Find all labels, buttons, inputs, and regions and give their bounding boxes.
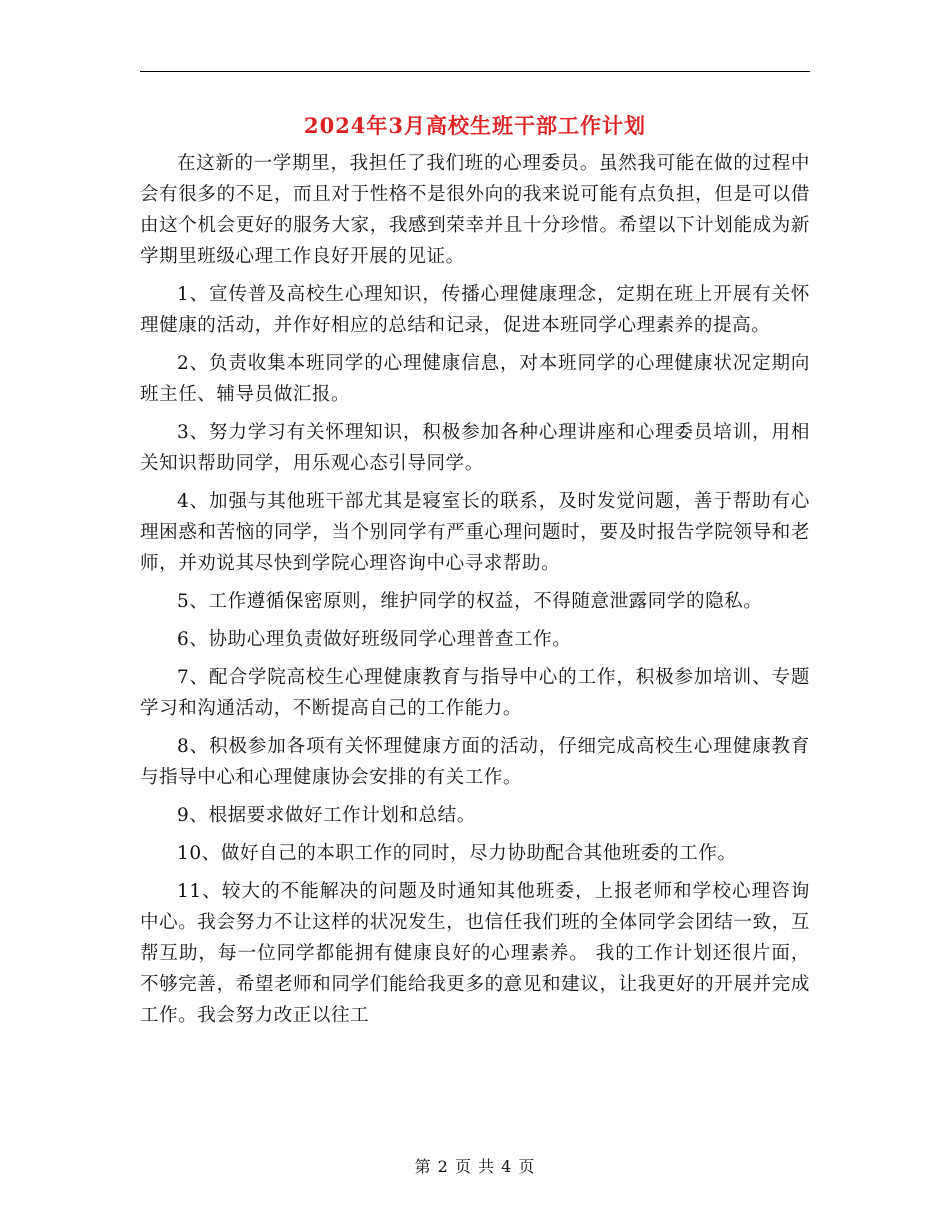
paragraph-item-7: 7、配合学院高校生心理健康教育与指导中心的工作，积极参加培训、专题学习和沟通活动，不断提高自己的工作能力。 [140, 667, 810, 719]
paragraph-item-10: 10、做好自己的本职工作的同时，尽力协助配合其他班委的工作。 [177, 843, 737, 864]
paragraph-item-1: 1、宣传普及高校生心理知识，传播心理健康理念，定期在班上开展有关怀理健康的活动，并作好相应的总结和记录，促进本班同学心理素养的提高。 [140, 284, 810, 336]
document-title: 2024年3月高校生班干部工作计划 [303, 113, 647, 138]
page-number: 第 2 页 共 4 页 [414, 1157, 536, 1176]
paragraph-intro: 在这新的一学期里，我担任了我们班的心理委员。虽然我可能在做的过程中会有很多的不足，而且对于性格不是很外向的我来说可能有点负担，但是可以借由这个机会更好的服务大家，我感到荣幸并且十分珍惜。希望以下计划能成为新学期里班级心理工作良好开展的见证。 [140, 153, 810, 267]
document-body [140, 148, 810, 1038]
header-rule [140, 71, 810, 72]
paragraph-item-11: 11、较大的不能解决的问题及时通知其他班委，上报老师和学校心理咨询中心。我会努力不让这样的状况发生，也信任我们班的全体同学会团结一致，互帮互助，每一位同学都能拥有健康良好的心理素养。 我的工作计划还很片面，不够完善，希望老师和同学们能给我更多的意见和建议，让我更好的开展并完成工作。我会努力改正以往工 [140, 881, 810, 1026]
paragraph-item-4: 4、加强与其他班干部尤其是寝室长的联系，及时发觉问题，善于帮助有心理困惑和苦恼的同学，当个别同学有严重心理问题时，要及时报告学院领导和老师，并劝说其尽快到学院心理咨询中心寻求帮助。 [140, 491, 810, 574]
paragraph-item-9: 9、根据要求做好工作计划和总结。 [177, 805, 476, 826]
paragraph-item-3: 3、努力学习有关怀理知识，积极参加各种心理讲座和心理委员培训，用相关知识帮助同学，用乐观心态引导同学。 [140, 422, 810, 474]
paragraph-item-8: 8、积极参加各项有关怀理健康方面的活动，仔细完成高校生心理健康教育与指导中心和心理健康协会安排的有关工作。 [140, 736, 810, 788]
paragraph-item-5: 5、工作遵循保密原则，维护同学的权益，不得随意泄露同学的隐私。 [177, 591, 763, 612]
paragraph-item-2: 2、负责收集本班同学的心理健康信息，对本班同学的心理健康状况定期向班主任、辅导员做汇报。 [140, 353, 810, 405]
paragraph-item-6: 6、协助心理负责做好班级同学心理普查工作。 [177, 629, 572, 650]
